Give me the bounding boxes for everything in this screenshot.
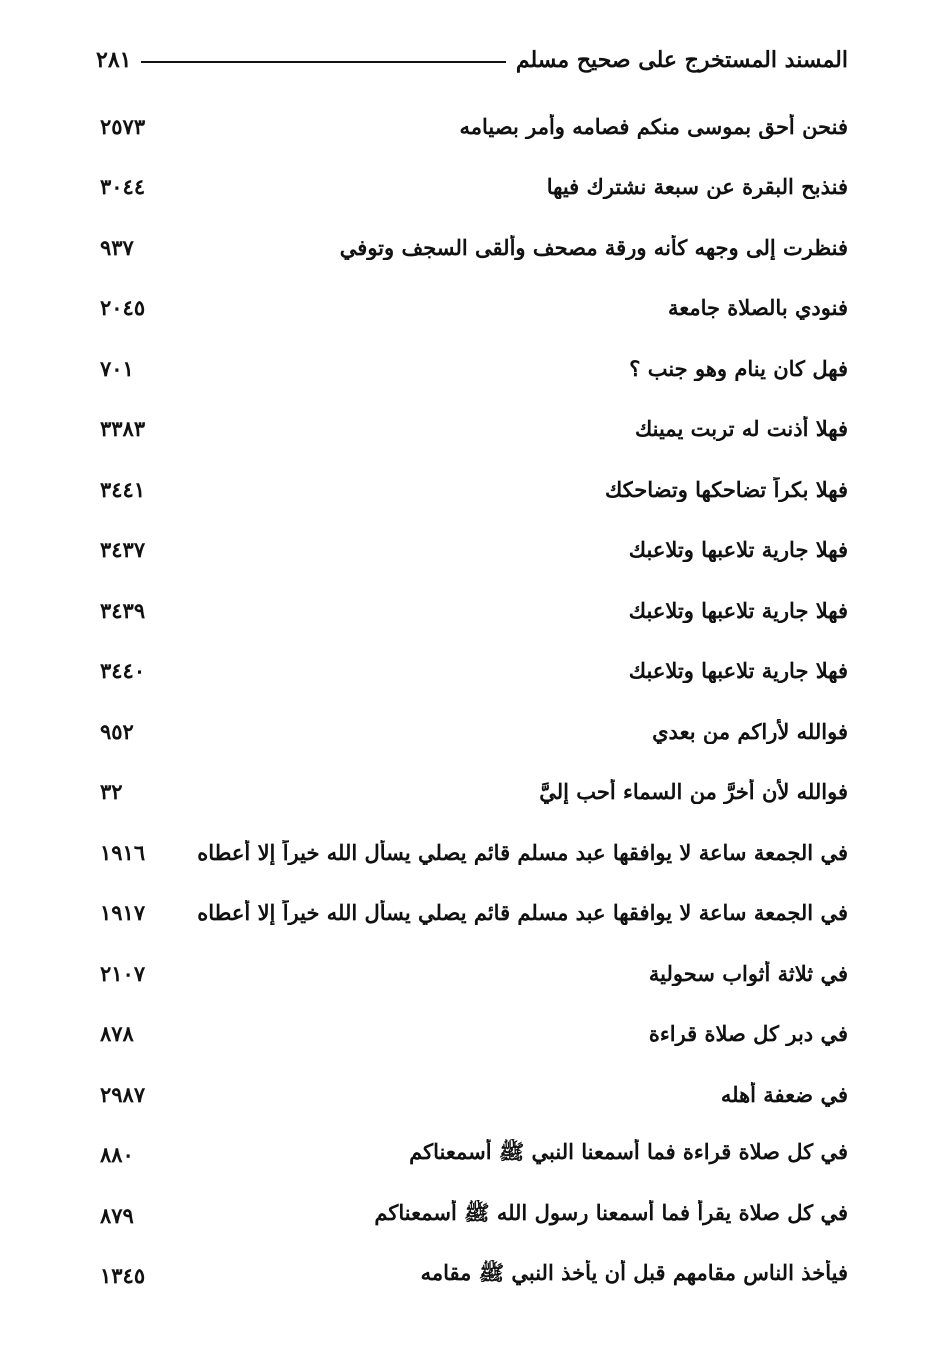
hadith-number: ٨٧٩ [100, 1202, 134, 1228]
hadith-phrase: في دبر كل صلاة قراءة [648, 1021, 848, 1047]
hadith-number: ٢١٠٧ [100, 960, 146, 986]
index-entry [100, 217, 848, 278]
hadith-phrase: فوالله لأن أخرَّ من السماء أحب إليَّ [539, 779, 848, 805]
hadith-phrase: فهلا جارية تلاعبها وتلاعبك [628, 597, 848, 623]
hadith-phrase: في الجمعة ساعة لا يوافقها عبد مسلم قائم يصلي يسأل الله خيراً إلا أعطاه [197, 839, 848, 865]
hadith-phrase: فنودي بالصلاة جامعة [667, 295, 848, 321]
hadith-number: ٣٤٣٧ [100, 537, 146, 563]
running-header [96, 38, 848, 82]
hadith-number: ١٩١٦ [100, 839, 146, 865]
index-entry [100, 641, 848, 702]
index-entry [100, 822, 848, 883]
index-entry [100, 883, 848, 944]
hadith-number: ٣٤٣٩ [100, 597, 146, 623]
hadith-phrase: فنحن أحق بموسى منكم فصامه وأمر بصيامه [459, 113, 848, 139]
index-entry [100, 520, 848, 581]
index-entry [100, 278, 848, 339]
hadith-number: ٨٧٨ [100, 1021, 134, 1047]
hadith-number: ٧٠١ [100, 355, 134, 381]
header-rule [141, 61, 505, 63]
hadith-phrase: في ضعفة أهله [720, 1081, 848, 1107]
index-entry [100, 943, 848, 1004]
hadith-phrase: فيأخذ الناس مقامهم قبل أن يأخذ النبي ﷺ مقامه [420, 1260, 848, 1286]
hadith-number: ٩٥٢ [100, 718, 134, 744]
hadith-number: ٢٠٤٥ [100, 295, 146, 321]
index-entry [100, 1185, 848, 1246]
hadith-number: ٣٣٨٣ [100, 416, 146, 442]
hadith-phrase: فوالله لأراكم من بعدي [652, 718, 848, 744]
hadith-number: ٣٤٤١ [100, 476, 146, 502]
hadith-number: ٣٢ [100, 779, 123, 805]
hadith-phrase: فهلا جارية تلاعبها وتلاعبك [628, 658, 848, 684]
hadith-number: ٣٤٤٠ [100, 658, 146, 684]
running-title: المسند المستخرج على صحيح مسلم [515, 47, 848, 73]
hadith-phrase: في كل صلاة يقرأ فما أسمعنا رسول الله ﷺ أسمعناكم [374, 1199, 848, 1225]
index-entry [100, 762, 848, 823]
page-number: ٢٨١ [96, 47, 132, 73]
hadith-number: ٩٣٧ [100, 234, 134, 260]
index-entry [100, 399, 848, 460]
index-entry [100, 338, 848, 399]
hadith-phrase: في الجمعة ساعة لا يوافقها عبد مسلم قائم يصلي يسأل الله خيراً إلا أعطاه [197, 900, 848, 926]
index-entry [100, 580, 848, 641]
hadith-number: ٣٠٤٤ [100, 174, 146, 200]
hadith-phrase: فهلا جارية تلاعبها وتلاعبك [628, 537, 848, 563]
index-entry [100, 157, 848, 218]
hadith-phrase: في كل صلاة قراءة فما أسمعنا النبي ﷺ أسمعناكم [409, 1139, 848, 1165]
hadith-phrase: فنذبح البقرة عن سبعة نشترك فيها [546, 174, 848, 200]
hadith-number: ٢٥٧٣ [100, 113, 146, 139]
index-entry [100, 96, 848, 157]
index-entry [100, 1125, 848, 1186]
index-list [100, 96, 848, 1306]
index-entry [100, 701, 848, 762]
index-entry [100, 1004, 848, 1065]
index-entry [100, 459, 848, 520]
hadith-number: ١٣٤٥ [100, 1263, 146, 1289]
hadith-number: ٢٩٨٧ [100, 1081, 146, 1107]
hadith-phrase: فهلا بكراً تضاحكها وتضاحكك [604, 476, 848, 502]
hadith-number: ٨٨٠ [100, 1142, 134, 1168]
hadith-phrase: فهل كان ينام وهو جنب ؟ [629, 355, 848, 381]
hadith-phrase: فنظرت إلى وجهه كأنه ورقة مصحف وألقى السجف وتوفي [339, 234, 848, 260]
index-entry [100, 1246, 848, 1307]
hadith-phrase: في ثلاثة أثواب سحولية [648, 960, 848, 986]
hadith-number: ١٩١٧ [100, 900, 146, 926]
index-entry [100, 1064, 848, 1125]
hadith-phrase: فهلا أذنت له تربت يمينك [634, 416, 848, 442]
